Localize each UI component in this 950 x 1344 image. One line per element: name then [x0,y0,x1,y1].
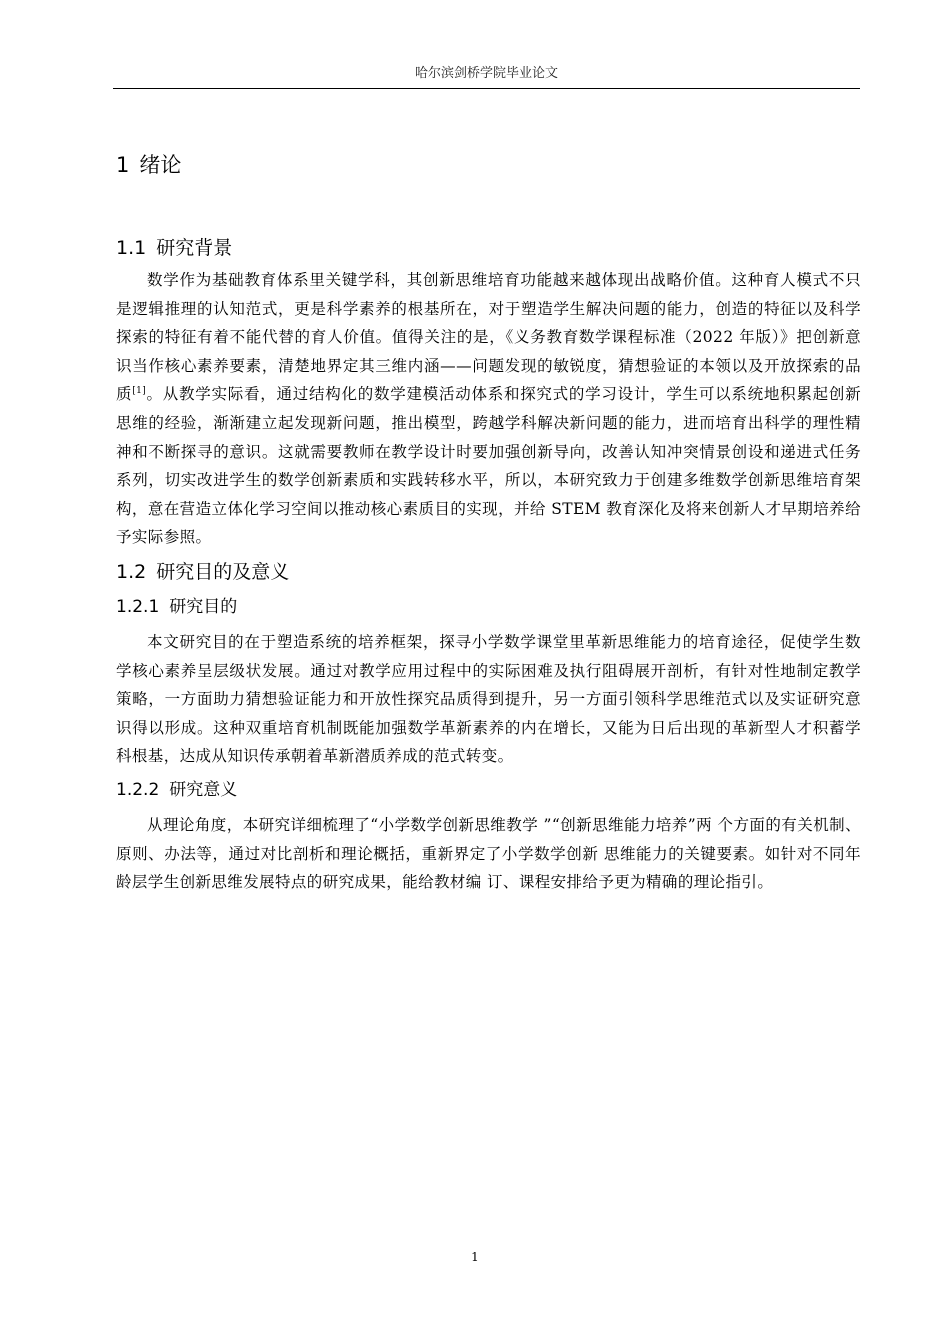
paragraph-text-continued: 。从教学实际看，通过结构化的数学建模活动体系和探究式的学习设计，学生可以系统地积累起创新思维的经验，渐渐建立起发现新问题，推出模型，跨越学科解决新问题的能力，进而培育出科学的理性精神和不断探寻的意识。这就需要教师在教学设计时要加强创新导向，改善认知冲突情景创设和递进式任务系列，切实改进学生的数学创新素质和实践转移水平，所以，本研究致力于创建多维数学创新思维培育架构，意在营造立体化学习空间以推动核心素质目的实现，并给 STEM 教育深化及将来创新人才早期培养给予实际参照。 [116,385,861,547]
citation-marker: [1] [132,386,147,397]
subsection-title: 研究意义 [169,779,238,800]
subsection-number: 1.2.1 [116,596,160,617]
chapter-number: 1 [116,153,130,177]
running-header: 哈尔滨剑桥学院毕业论文 [414,66,558,81]
subsection-heading-purpose [116,594,861,620]
paragraph-text: 数学作为基础教育体系里关键学科，其创新思维培育功能越来越体现出战略价值。这种育人模式不只是逻辑推理的认知范式，更是科学素养的根基所在，对于塑造学生解决问题的能力，创造的特征以及科学探索的特征有着不能代替的育人价值。值得关注的是，《义务教育数学课程标准（2022 年版）》把创新意识当作核心素养要素，清楚地界定其三维内涵——问题发现的敏锐度，猜想验证的本领以及开放探索的品质 [116,271,861,404]
page-content [116,150,861,897]
section-number: 1.2 [116,560,147,583]
paragraph-purpose: 本文研究目的在于塑造系统的培养框架，探寻小学数学课堂里革新思维能力的培育途径，促使学生数学核心素养呈层级状发展。通过对教学应用过程中的实际困难及执行阻碍展开剖析，有针对性地制定教学策略，一方面助力猜想验证能力和开放性探究品质得到提升，另一方面引领科学思维范式以及实证研究意识得以形成。这种双重培育机制既能加强数学革新素养的内在增长，又能为日后出现的革新型人才积蓄学科根基，达成从知识传承朝着革新潜质养成的范式转变。 [116,632,861,766]
section-title: 研究目的及意义 [156,560,290,583]
section-number: 1.1 [116,237,147,259]
chapter-title: 绪论 [139,153,182,177]
section-heading-background [116,234,861,262]
header-rule [113,88,860,89]
subsection-number: 1.2.2 [116,779,160,800]
paragraph-background [116,266,861,552]
section-heading-purpose [116,558,861,586]
paragraph-significance: 从理论角度，本研究详细梳理了“小学数学创新思维教学 ”“创新思维能力培养”两 个方面的有关机制、原则、办法等，通过对比剖析和理论概括，重新界定了小学数学创新 思维能力的关键要素。如针对不同年龄层学生创新思维发展特点的研究成果，能给教材编 订、课程安排给予更为精确的理论指引。 [116,815,861,892]
subsection-heading-significance [116,777,861,803]
section-title: 研究背景 [156,237,233,259]
page-number: 1 [471,1250,479,1264]
subsection-title: 研究目的 [169,596,238,617]
chapter-heading [116,150,861,180]
